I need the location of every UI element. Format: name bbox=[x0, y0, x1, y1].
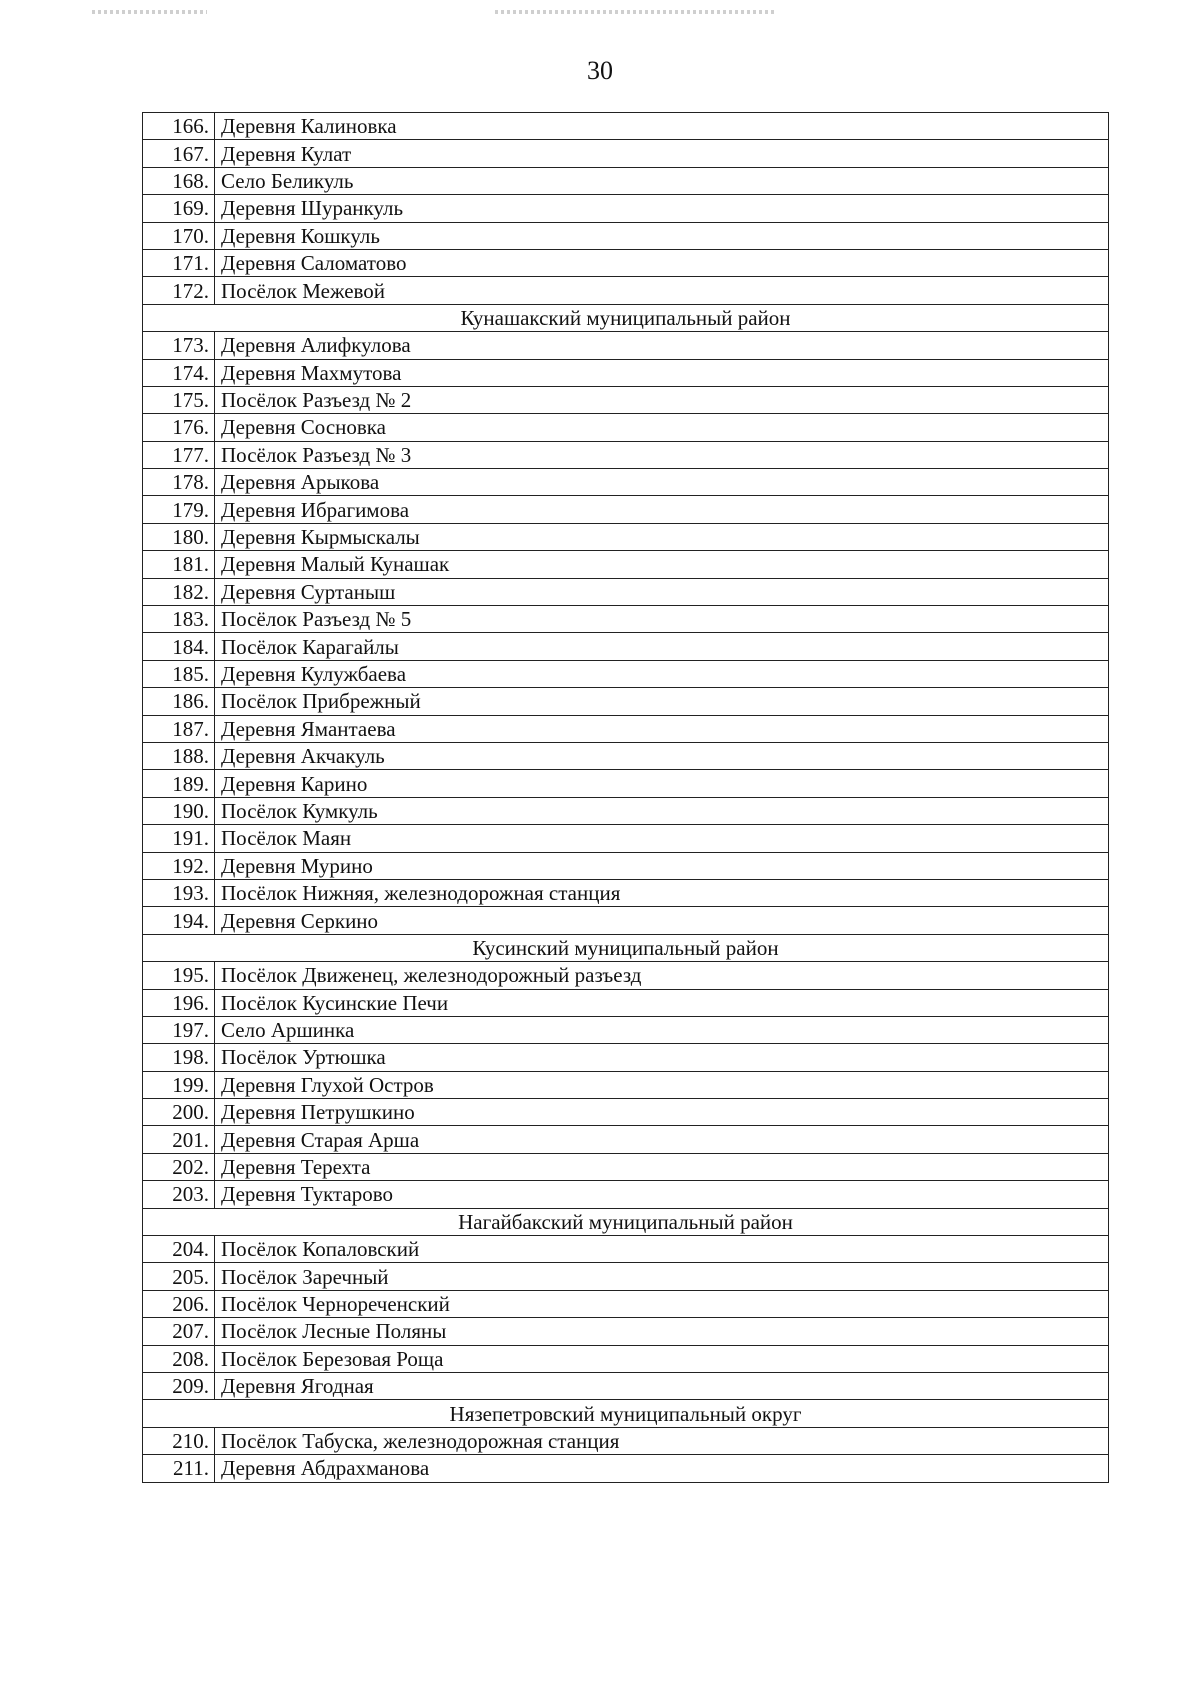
row-number: 211. bbox=[143, 1455, 215, 1482]
table-row bbox=[143, 523, 1109, 550]
row-number: 190. bbox=[143, 797, 215, 824]
table-row bbox=[143, 633, 1109, 660]
table-row bbox=[143, 1372, 1109, 1399]
table-row bbox=[143, 1126, 1109, 1153]
row-number: 204. bbox=[143, 1236, 215, 1263]
settlement-name: Посёлок Уртюшка bbox=[215, 1044, 1109, 1071]
table-row bbox=[143, 332, 1109, 359]
table-row bbox=[143, 167, 1109, 194]
settlement-name: Деревня Калиновка bbox=[215, 113, 1109, 140]
settlement-name: Деревня Туктарово bbox=[215, 1181, 1109, 1208]
row-number: 199. bbox=[143, 1071, 215, 1098]
section-title: Кунашакский муниципальный район bbox=[143, 304, 1109, 331]
row-number: 167. bbox=[143, 140, 215, 167]
table-row bbox=[143, 140, 1109, 167]
row-number: 176. bbox=[143, 414, 215, 441]
table-row bbox=[143, 907, 1109, 934]
settlement-name: Деревня Абдрахманова bbox=[215, 1455, 1109, 1482]
row-number: 191. bbox=[143, 825, 215, 852]
table-row bbox=[143, 715, 1109, 742]
settlement-name: Посёлок Кусинские Печи bbox=[215, 989, 1109, 1016]
row-number: 192. bbox=[143, 852, 215, 879]
row-number: 179. bbox=[143, 496, 215, 523]
settlement-name: Деревня Ягодная bbox=[215, 1372, 1109, 1399]
row-number: 200. bbox=[143, 1099, 215, 1126]
row-number: 178. bbox=[143, 469, 215, 496]
row-number: 203. bbox=[143, 1181, 215, 1208]
scan-artifact bbox=[495, 10, 775, 14]
table-row bbox=[143, 386, 1109, 413]
row-number: 171. bbox=[143, 249, 215, 276]
settlement-name: Посёлок Разъезд № 3 bbox=[215, 441, 1109, 468]
table-row bbox=[143, 660, 1109, 687]
row-number: 170. bbox=[143, 222, 215, 249]
table-row bbox=[143, 277, 1109, 304]
section-header-row bbox=[143, 1208, 1109, 1235]
settlement-name: Деревня Алифкулова bbox=[215, 332, 1109, 359]
settlement-name: Деревня Кулужбаева bbox=[215, 660, 1109, 687]
table-row bbox=[143, 551, 1109, 578]
table-row bbox=[143, 852, 1109, 879]
table-row bbox=[143, 359, 1109, 386]
table-row bbox=[143, 1181, 1109, 1208]
row-number: 181. bbox=[143, 551, 215, 578]
settlement-name: Посёлок Заречный bbox=[215, 1263, 1109, 1290]
table-row bbox=[143, 770, 1109, 797]
table-row bbox=[143, 1016, 1109, 1043]
table-row bbox=[143, 1427, 1109, 1454]
settlement-name: Посёлок Разъезд № 5 bbox=[215, 606, 1109, 633]
row-number: 196. bbox=[143, 989, 215, 1016]
settlement-name: Посёлок Нижняя, железнодорожная станция bbox=[215, 879, 1109, 906]
table-row bbox=[143, 1290, 1109, 1317]
settlement-name: Посёлок Березовая Роща bbox=[215, 1345, 1109, 1372]
table-row bbox=[143, 195, 1109, 222]
table-row bbox=[143, 742, 1109, 769]
table-row bbox=[143, 989, 1109, 1016]
settlement-name: Деревня Глухой Остров bbox=[215, 1071, 1109, 1098]
table-row bbox=[143, 441, 1109, 468]
section-title: Кусинский муниципальный район bbox=[143, 934, 1109, 961]
table-row bbox=[143, 414, 1109, 441]
row-number: 202. bbox=[143, 1153, 215, 1180]
row-number: 185. bbox=[143, 660, 215, 687]
row-number: 209. bbox=[143, 1372, 215, 1399]
row-number: 175. bbox=[143, 386, 215, 413]
row-number: 208. bbox=[143, 1345, 215, 1372]
table-row bbox=[143, 962, 1109, 989]
row-number: 201. bbox=[143, 1126, 215, 1153]
settlements-table bbox=[142, 112, 1109, 1483]
settlement-name: Деревня Петрушкино bbox=[215, 1099, 1109, 1126]
settlement-name: Посёлок Межевой bbox=[215, 277, 1109, 304]
row-number: 183. bbox=[143, 606, 215, 633]
settlement-name: Посёлок Чернореченский bbox=[215, 1290, 1109, 1317]
table-row bbox=[143, 1455, 1109, 1482]
table-row bbox=[143, 496, 1109, 523]
section-title: Нагайбакский муниципальный район bbox=[143, 1208, 1109, 1235]
row-number: 172. bbox=[143, 277, 215, 304]
row-number: 205. bbox=[143, 1263, 215, 1290]
row-number: 195. bbox=[143, 962, 215, 989]
table-row bbox=[143, 1099, 1109, 1126]
table-row bbox=[143, 1318, 1109, 1345]
settlement-name: Посёлок Маян bbox=[215, 825, 1109, 852]
table-row bbox=[143, 1263, 1109, 1290]
settlement-name: Деревня Ямантаева bbox=[215, 715, 1109, 742]
table-row bbox=[143, 1044, 1109, 1071]
table-row bbox=[143, 1345, 1109, 1372]
settlement-name: Посёлок Разъезд № 2 bbox=[215, 386, 1109, 413]
row-number: 186. bbox=[143, 688, 215, 715]
section-header-row bbox=[143, 1400, 1109, 1427]
page-number: 30 bbox=[587, 56, 613, 85]
section-title: Нязепетровский муниципальный округ bbox=[143, 1400, 1109, 1427]
settlement-name: Деревня Кырмыскалы bbox=[215, 523, 1109, 550]
settlement-name: Деревня Шуранкуль bbox=[215, 195, 1109, 222]
settlement-name: Посёлок Кумкуль bbox=[215, 797, 1109, 824]
row-number: 168. bbox=[143, 167, 215, 194]
settlement-name: Деревня Серкино bbox=[215, 907, 1109, 934]
settlement-name: Посёлок Табуска, железнодорожная станция bbox=[215, 1427, 1109, 1454]
row-number: 177. bbox=[143, 441, 215, 468]
table-row bbox=[143, 469, 1109, 496]
settlement-name: Деревня Кошкуль bbox=[215, 222, 1109, 249]
table-row bbox=[143, 249, 1109, 276]
settlement-name: Деревня Ибрагимова bbox=[215, 496, 1109, 523]
table-row bbox=[143, 606, 1109, 633]
table-row bbox=[143, 222, 1109, 249]
table-row bbox=[143, 825, 1109, 852]
table-row bbox=[143, 797, 1109, 824]
row-number: 187. bbox=[143, 715, 215, 742]
settlement-name: Село Беликуль bbox=[215, 167, 1109, 194]
row-number: 188. bbox=[143, 742, 215, 769]
settlement-name: Деревня Сосновка bbox=[215, 414, 1109, 441]
row-number: 184. bbox=[143, 633, 215, 660]
row-number: 166. bbox=[143, 113, 215, 140]
settlement-name: Деревня Суртаныш bbox=[215, 578, 1109, 605]
settlement-name: Посёлок Лесные Поляны bbox=[215, 1318, 1109, 1345]
table-body bbox=[143, 113, 1109, 1483]
row-number: 198. bbox=[143, 1044, 215, 1071]
settlement-name: Посёлок Карагайлы bbox=[215, 633, 1109, 660]
table-row bbox=[143, 1071, 1109, 1098]
row-number: 197. bbox=[143, 1016, 215, 1043]
settlement-name: Деревня Карино bbox=[215, 770, 1109, 797]
scan-artifact bbox=[92, 10, 207, 14]
settlement-name: Деревня Старая Арша bbox=[215, 1126, 1109, 1153]
settlement-name: Деревня Саломатово bbox=[215, 249, 1109, 276]
row-number: 174. bbox=[143, 359, 215, 386]
settlement-name: Деревня Терехта bbox=[215, 1153, 1109, 1180]
row-number: 194. bbox=[143, 907, 215, 934]
table-row bbox=[143, 578, 1109, 605]
settlement-name: Село Аршинка bbox=[215, 1016, 1109, 1043]
section-header-row bbox=[143, 934, 1109, 961]
settlement-name: Посёлок Прибрежный bbox=[215, 688, 1109, 715]
settlement-name: Деревня Малый Кунашак bbox=[215, 551, 1109, 578]
table-row bbox=[143, 879, 1109, 906]
row-number: 173. bbox=[143, 332, 215, 359]
row-number: 182. bbox=[143, 578, 215, 605]
row-number: 189. bbox=[143, 770, 215, 797]
row-number: 206. bbox=[143, 1290, 215, 1317]
section-header-row bbox=[143, 304, 1109, 331]
settlement-name: Деревня Кулат bbox=[215, 140, 1109, 167]
settlement-name: Деревня Мурино bbox=[215, 852, 1109, 879]
settlement-name: Посёлок Копаловский bbox=[215, 1236, 1109, 1263]
table-row bbox=[143, 1236, 1109, 1263]
table-row bbox=[143, 688, 1109, 715]
row-number: 210. bbox=[143, 1427, 215, 1454]
row-number: 193. bbox=[143, 879, 215, 906]
settlement-name: Посёлок Движенец, железнодорожный разъезд bbox=[215, 962, 1109, 989]
row-number: 169. bbox=[143, 195, 215, 222]
settlement-name: Деревня Арыкова bbox=[215, 469, 1109, 496]
row-number: 207. bbox=[143, 1318, 215, 1345]
settlement-name: Деревня Махмутова bbox=[215, 359, 1109, 386]
row-number: 180. bbox=[143, 523, 215, 550]
settlement-name: Деревня Акчакуль bbox=[215, 742, 1109, 769]
table-row bbox=[143, 1153, 1109, 1180]
table-row bbox=[143, 113, 1109, 140]
